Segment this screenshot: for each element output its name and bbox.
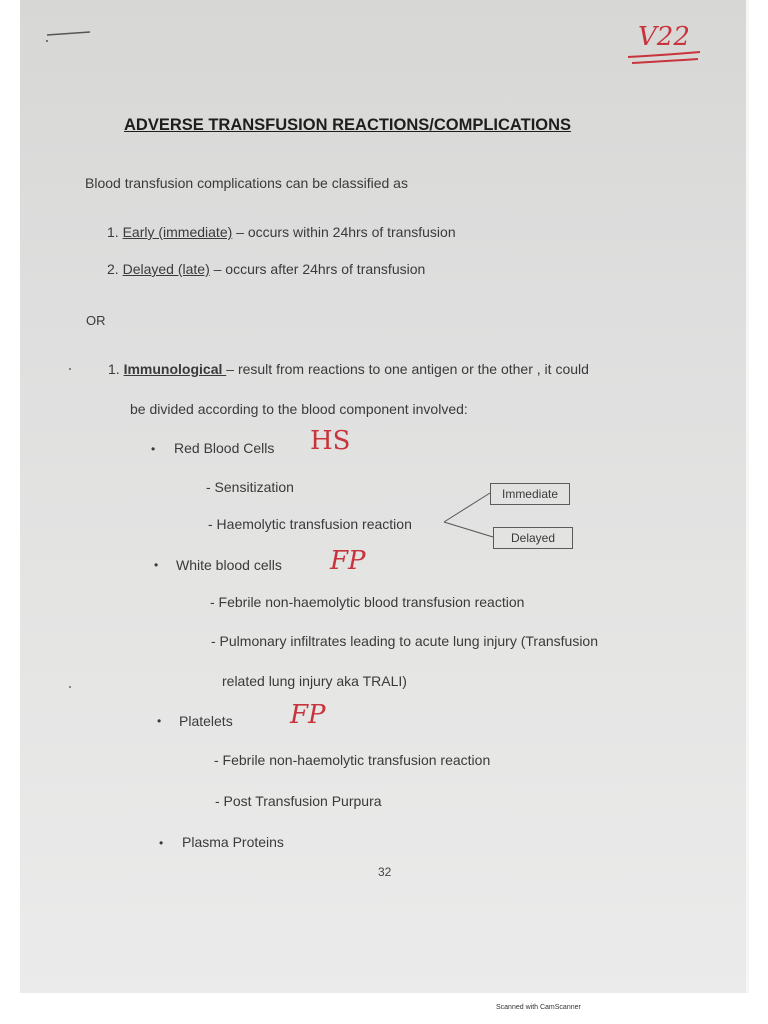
or-label: OR [86, 313, 106, 328]
handwritten-wbc-note: FP [330, 546, 366, 576]
corner-underline-1 [628, 52, 700, 57]
list-term: Early (immediate) [122, 224, 233, 240]
list-term: Delayed (late) [122, 261, 210, 277]
rbc-item-haemolytic: - Haemolytic transfusion reaction [208, 516, 412, 532]
list-number: 1. [107, 224, 119, 240]
scan-speck [46, 40, 48, 42]
handwritten-rbc-note: HS [310, 426, 351, 456]
wbc-item-febrile: - Febrile non-haemolytic blood transfusion reaction [210, 594, 525, 610]
bullet: • [157, 714, 162, 728]
platelets-label: Platelets [179, 713, 233, 729]
list-term: Immunological [123, 361, 227, 377]
scan-speck [69, 686, 71, 688]
handwritten-corner-mark: V22 [638, 22, 690, 52]
platelets-item-ptp: - Post Transfusion Purpura [215, 793, 382, 809]
branch-line-immediate [444, 493, 490, 522]
bullet: • [151, 442, 156, 456]
scan-mark [47, 32, 90, 35]
scan-speck [69, 368, 71, 370]
plasma-label: Plasma Proteins [182, 834, 284, 850]
intro-text: Blood transfusion complications can be classified as [85, 175, 408, 191]
list-number: 2. [107, 261, 119, 277]
bullet: • [159, 836, 164, 850]
page-number: 32 [378, 865, 392, 879]
immunological-continuation: be divided according to the blood component involved: [130, 401, 468, 417]
document-title: ADVERSE TRANSFUSION REACTIONS/COMPLICATIONS [124, 116, 572, 134]
platelets-item-febrile: - Febrile non-haemolytic transfusion reaction [214, 752, 491, 768]
rbc-item-sensitization: - Sensitization [206, 479, 294, 495]
branch-line-delayed [444, 522, 493, 537]
wbc-item-continuation: related lung injury aka TRALI) [222, 673, 407, 689]
list-text: – result from reactions to one antigen or the other , it could [226, 361, 589, 377]
scanner-watermark: Scanned with CamScanner [496, 1004, 581, 1011]
list-text: – occurs within 24hrs of transfusion [232, 224, 456, 240]
list-text: – occurs after 24hrs of transfusion [209, 261, 426, 277]
wbc-label: White blood cells [176, 557, 282, 573]
rbc-label: Red Blood Cells [174, 440, 275, 456]
bullet: • [154, 558, 159, 572]
delayed-box: Delayed [493, 527, 573, 549]
handwritten-platelet-note: FP [290, 700, 326, 730]
immediate-box: Immediate [490, 483, 570, 505]
list-number: 1. [108, 361, 120, 377]
wbc-item-pulmonary: - Pulmonary infiltrates leading to acute lung injury (Transfusion [211, 633, 599, 649]
corner-underline-2 [632, 59, 698, 63]
